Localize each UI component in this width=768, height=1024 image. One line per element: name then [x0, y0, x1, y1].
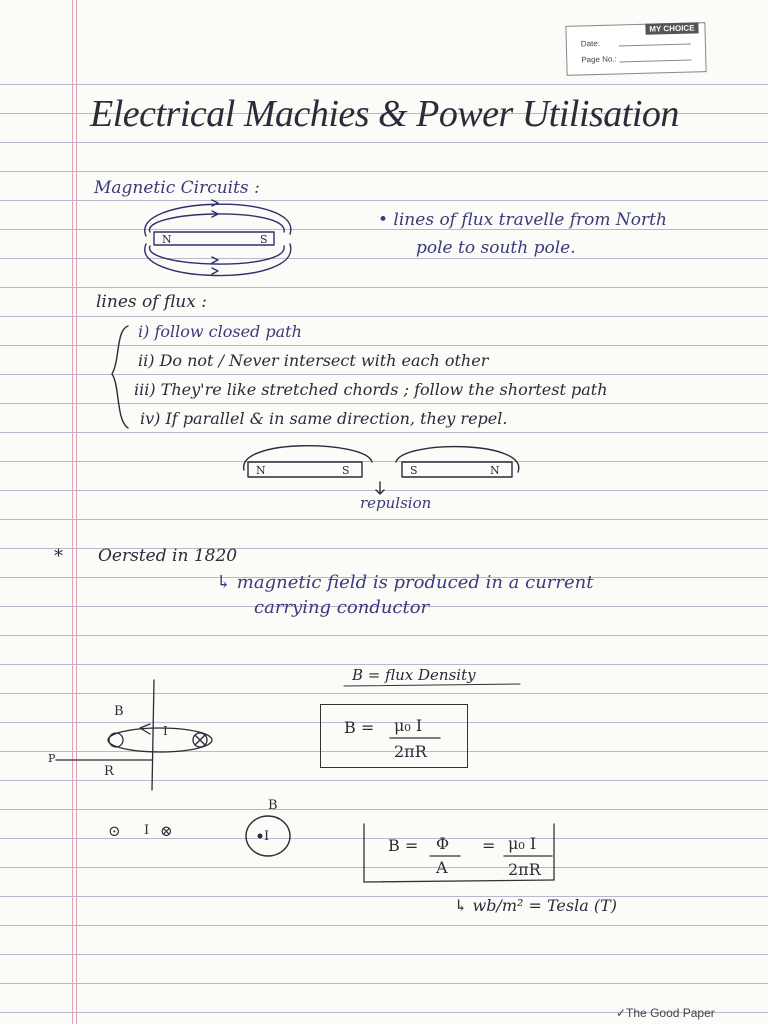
diagram2-i-label: I: [144, 823, 150, 838]
stamp-brand: MY CHOICE: [645, 22, 698, 34]
magnet-s-label: S: [260, 233, 268, 246]
diagram1-i-label: I: [163, 724, 168, 738]
flux-loop: [244, 446, 372, 470]
magnet1-n-label: N: [256, 464, 266, 477]
formula2-denominator: 2πR: [508, 860, 541, 879]
footer-brand: ✓The Good Paper: [616, 1006, 715, 1020]
flux-item-3: iii) They're like stretched chords ; follow the shortest path: [134, 380, 608, 399]
page-label: Page No.:: [581, 54, 617, 65]
diagram1-p-label: P: [48, 752, 56, 765]
magnet2-s-label: S: [410, 464, 418, 477]
flux-loop-outer-upper: [145, 204, 291, 236]
flux-note-line1: • lines of flux travelle from North: [378, 210, 667, 230]
magnet-n-label: N: [162, 233, 172, 246]
formula2-phi: Φ: [436, 834, 450, 853]
flux-note-line2: pole to south pole.: [416, 238, 576, 258]
magnetic-circuits-heading: Magnetic Circuits :: [94, 178, 260, 198]
bar-magnet: [248, 462, 362, 477]
diagram1-b-label: B: [114, 704, 124, 719]
flux-item-4: iv) If parallel & in same direction, they repel.: [140, 409, 508, 428]
flux-item-1: i) follow closed path: [138, 322, 302, 341]
repulsion-arrow: [376, 482, 384, 494]
page-title: Electrical Machies & Power Utilisation: [90, 93, 679, 135]
flux-arrow: [212, 257, 218, 263]
flux-arrow: [212, 200, 218, 206]
bar-magnet: [402, 462, 512, 477]
star-marker: *: [54, 546, 63, 567]
dot-symbol: ⊙: [108, 822, 121, 840]
formula1-lhs: B =: [344, 718, 375, 737]
oersted-heading: Oersted in 1820: [98, 546, 238, 566]
magnet1-s-label: S: [342, 464, 350, 477]
flux-arrow: [212, 268, 218, 274]
oersted-line2: carrying conductor: [254, 597, 430, 618]
dot-current: [109, 733, 123, 747]
formula2-numerator: μ₀ I: [508, 834, 537, 853]
diagram2-b-label: B: [268, 798, 278, 813]
formula2-underline: [364, 880, 554, 882]
diagram2-t-label: I: [264, 829, 270, 844]
lines-of-flux-heading: lines of flux :: [96, 292, 207, 312]
center-dot: [258, 834, 262, 838]
flux-density-underline: [344, 684, 520, 686]
date-label: Date:: [580, 38, 601, 49]
oersted-line1: ↳ magnetic field is produced in a current: [216, 572, 594, 593]
field-circle: [246, 816, 290, 856]
list-brace: [112, 326, 128, 428]
flux-loop-upper: [150, 214, 285, 232]
repulsion-label: repulsion: [360, 494, 432, 512]
cross-symbol: ⊗: [160, 822, 173, 840]
flux-item-2: ii) Do not / Never intersect with each other: [138, 351, 489, 370]
formula1-denominator: 2πR: [394, 742, 427, 761]
flux-loop: [396, 447, 519, 472]
conductor-line: [152, 680, 154, 790]
cross-mark: [195, 735, 205, 745]
formula2-a: A: [436, 858, 448, 877]
formula2-lhs: B =: [388, 836, 419, 855]
diagram1-r-label: R: [104, 764, 114, 779]
formula2-equals: =: [482, 836, 496, 855]
bar-magnet: [154, 232, 274, 245]
magnet2-n-label: N: [490, 464, 500, 477]
flux-density-label: B = flux Density: [352, 666, 476, 684]
formula1-numerator: μ₀ I: [394, 716, 423, 735]
tesla-units: ↳ wb/m² = Tesla (T): [454, 896, 617, 915]
